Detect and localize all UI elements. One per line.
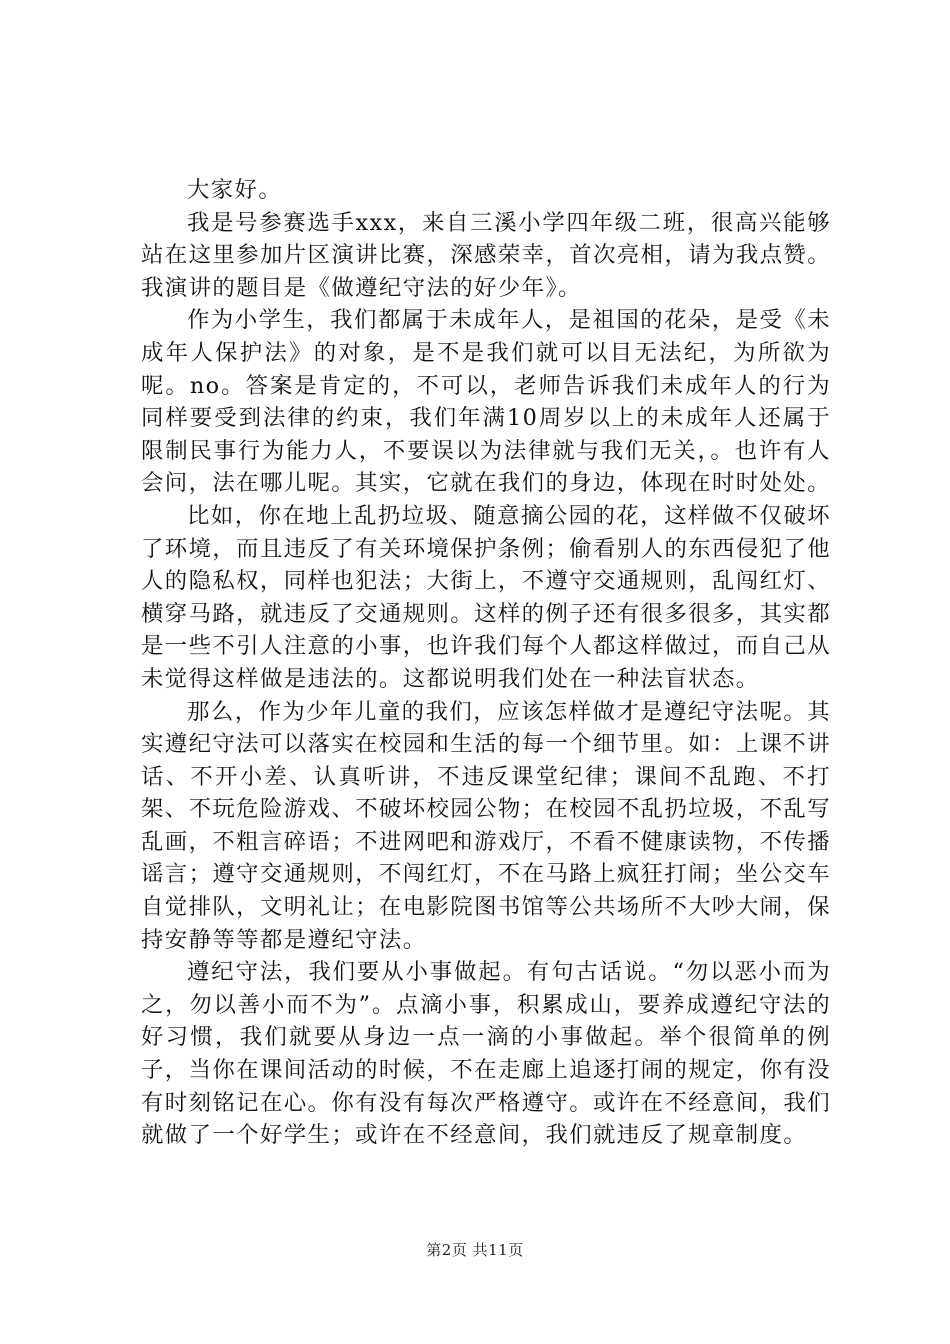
paragraph-how-to-obey: 那么，作为少年儿童的我们，应该怎样做才是遵纪守法呢。其实遵纪守法可以落实在校园和生活的每一个细节里。如：上课不讲话、不开小差、认真听讲，不违反课堂纪律；课间不乱跑、不打架、不玩危险游戏、不破坏校园公物；在校园不乱扔垃圾，不乱写乱画，不粗言碎语；不进网吧和游戏厅，不看不健康读物，不传播谣言；遵守交通规则，不闯红灯，不在马路上疯狂打闹；坐公交车自觉排队，文明礼让；在电影院图书馆等公共场所不大吵大闹，保持安静等等都是遵纪守法。 [141,698,831,953]
speech-body [141,174,831,1152]
paragraph-greeting: 大家好。 [187,177,283,203]
paragraph-minors-and-law: 作为小学生，我们都属于未成年人，是祖国的花朵，是受《未成年人保护法》的对象，是不是我们就可以目无法纪，为所欲为呢。no。答案是肯定的，不可以，老师告诉我们未成年人的行为同样要受到法律的约束，我们年满10周岁以上的未成年人还属于限制民事行为能力人，不要误以为法律就与我们无关，。也许有人会问，法在哪儿呢。其实，它就在我们的身边，体现在时时处处。 [141,307,831,497]
paragraph-introduction: 我是号参赛选手xxx，来自三溪小学四年级二班，很高兴能够站在这里参加片区演讲比赛，深感荣幸，首次亮相，请为我点赞。我演讲的题目是《做遵纪守法的好少年》。 [141,209,831,301]
page-number-footer: 第2页 共11页 [426,1241,524,1259]
paragraph-examples: 比如，你在地上乱扔垃圾、随意摘公园的花，这样做不仅破坏了环境，而且违反了有关环境保护条例；偷看别人的东西侵犯了他人的隐私权，同样也犯法；大街上，不遵守交通规则，乱闯红灯、横穿马路，就违反了交通规则。这样的例子还有很多很多，其实都是一些不引人注意的小事，也许我们每个人都这样做过，而自己从未觉得这样做是违法的。这都说明我们处在一种法盲状态。 [141,502,831,692]
paragraph-start-small: 遵纪守法，我们要从小事做起。有句古话说。“勿以恶小而为之，勿以善小而不为”。点滴小事，积累成山，要养成遵纪守法的好习惯，我们就要从身边一点一滴的小事做起。举个很简单的例子，当你在课间活动的时候，不在走廊上追逐打闹的规定，你有没有时刻铭记在心。你有没有每次严格遵守。或许在不经意间，我们就做了一个好学生；或许在不经意间，我们就违反了规章制度。 [141,959,831,1149]
